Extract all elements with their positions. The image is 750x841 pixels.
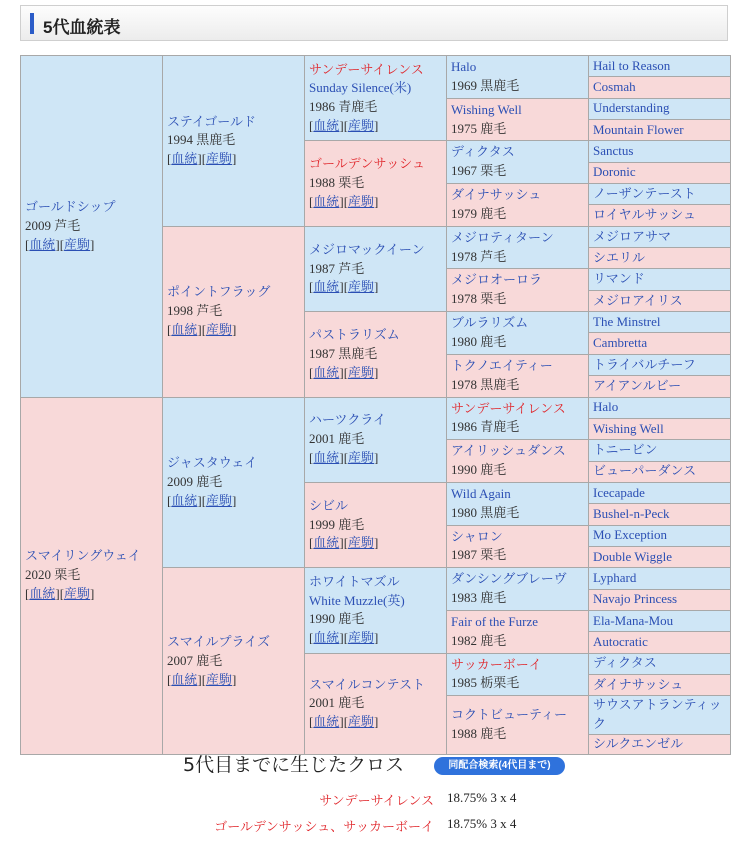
horse-name-link[interactable]: スマイルコンテスト (309, 676, 425, 692)
horse-name-link[interactable]: ディクタス (451, 144, 515, 160)
horse-name-link[interactable]: サッカーボーイ (451, 656, 542, 672)
bloodline-link[interactable]: 血統 (313, 118, 340, 134)
pedigree-cell-g4 (447, 610, 589, 653)
horse-name-link[interactable]: Wishing Well (451, 101, 522, 117)
pedigree-cell-g5 (589, 418, 731, 439)
horse-info: 1987 黒鹿毛 (309, 345, 378, 361)
pedigree-cell-g5 (589, 696, 731, 735)
pedigree-cell-g5 (589, 290, 731, 311)
horse-name-link[interactable]: Mountain Flower (593, 121, 684, 137)
pedigree-cell-g5 (589, 162, 731, 183)
horse-info: 1983 鹿毛 (451, 590, 507, 606)
cross-horse-names[interactable]: サンデーサイレンス (319, 793, 434, 808)
horse-info: 1987 栗毛 (451, 547, 507, 563)
horse-info: 1978 栗毛 (451, 291, 507, 307)
horse-name-link[interactable]: Sanctus (593, 143, 634, 159)
pedigree-cell-g5 (589, 120, 731, 141)
offspring-link[interactable]: 産駒 (348, 535, 375, 551)
horse-info: 1987 芦毛 (309, 260, 365, 276)
horse-name-link[interactable]: メジロアイリス (593, 292, 683, 308)
horse-info: 1982 鹿毛 (451, 632, 507, 648)
bloodline-link[interactable]: 血統 (171, 671, 198, 687)
horse-name-link[interactable]: メジロマックイーン (309, 241, 425, 257)
pedigree-cell-g5 (589, 461, 731, 482)
pedigree-cell-g5 (589, 269, 731, 290)
horse-name-link[interactable]: ブルラリズム (451, 315, 529, 331)
horse-name-link[interactable]: Mo Exception (593, 527, 668, 543)
horse-name-link[interactable]: Cambretta (593, 335, 648, 351)
pedigree-cell-g1 (21, 397, 163, 755)
cross-percentage: 18.75% 3 x 4 (447, 790, 517, 805)
pedigree-cell-g5 (589, 226, 731, 247)
horse-info: 1975 鹿毛 (451, 120, 507, 136)
bloodline-link[interactable]: 血統 (313, 535, 340, 551)
pedigree-cell-g2 (163, 56, 305, 227)
horse-links: [血統][産駒] (309, 535, 379, 551)
page-title: 5代血統表 (43, 18, 121, 37)
offspring-link[interactable]: 産駒 (206, 492, 233, 508)
section-header (20, 5, 728, 41)
pedigree-cell-g3 (305, 312, 447, 397)
pedigree-cell-g3 (305, 141, 447, 226)
horse-links: [血統][産駒] (309, 279, 379, 295)
horse-name-link[interactable]: Cosmah (593, 79, 636, 95)
horse-name-link[interactable]: シルクエンゼル (593, 736, 684, 752)
pedigree-cell-g2 (163, 226, 305, 397)
horse-name-link[interactable]: リマンド (593, 271, 645, 287)
similar-pedigree-search-button[interactable]: 同配合検索(4代目まで) (434, 757, 565, 775)
horse-info: 1980 鹿毛 (451, 333, 507, 349)
pedigree-cell-g5 (589, 735, 731, 755)
horse-name-link[interactable]: サウスアトランティック (593, 697, 722, 732)
horse-name-link[interactable]: パストラリズム (309, 327, 400, 343)
horse-info: 2009 芦毛 (25, 217, 81, 233)
cross-percentage: 18.75% 3 x 4 (447, 816, 517, 831)
horse-name-link[interactable]: Hail to Reason (593, 57, 671, 73)
pedigree-cell-g5 (589, 632, 731, 653)
horse-links: [血統][産駒] (25, 586, 95, 602)
pedigree-cell-g5 (589, 482, 731, 503)
horse-links: [血統][産駒] (309, 364, 379, 380)
horse-name-link[interactable]: ダンシングブレーヴ (451, 571, 567, 587)
horse-name-link[interactable]: Bushel-n-Peck (593, 505, 670, 521)
horse-info: 2007 鹿毛 (167, 652, 223, 668)
horse-name-link[interactable]: Wild Again (451, 485, 511, 501)
horse-name-link[interactable]: サンデーサイレンス (451, 400, 566, 416)
horse-info: 2001 鹿毛 (309, 431, 365, 447)
pedigree-cell-g4 (447, 397, 589, 440)
horse-name-link[interactable]: トライバルチーフ (593, 356, 696, 372)
cross-section-title: 5代目までに生じたクロス (183, 754, 405, 776)
horse-name-link[interactable]: Halo (593, 399, 619, 415)
horse-name-link[interactable]: ポイントフラッグ (167, 284, 271, 300)
horse-info: 1988 栗毛 (309, 175, 365, 191)
pedigree-cell-g4 (447, 312, 589, 355)
cross-horse-names[interactable]: ゴールデンサッシュ、サッカーボーイ (214, 819, 434, 834)
horse-info: 1999 鹿毛 (309, 516, 365, 532)
horse-name-link[interactable]: Double Wiggle (593, 548, 673, 564)
pedigree-row (21, 397, 731, 418)
horse-info: 2001 鹿毛 (309, 695, 365, 711)
pedigree-cell-g2 (163, 568, 305, 755)
pedigree-cell-g4 (447, 141, 589, 184)
horse-info: 1967 栗毛 (451, 163, 507, 179)
horse-name-link[interactable]: メジロティターン (451, 229, 554, 245)
pedigree-cell-g5 (589, 56, 731, 77)
horse-info: 1969 黒鹿毛 (451, 77, 520, 93)
pedigree-cell-g4 (447, 653, 589, 696)
horse-name-link[interactable]: トクノエイティー (451, 357, 553, 373)
horse-info: 1988 鹿毛 (451, 726, 507, 742)
offspring-link[interactable]: 産駒 (64, 586, 91, 602)
horse-name-link[interactable]: アイアンルビー (593, 377, 682, 393)
pedigree-cell-g4 (447, 525, 589, 568)
horse-links: [血統][産駒] (167, 492, 237, 508)
pedigree-cell-g3 (305, 482, 447, 567)
horse-name-link[interactable]: Navajo Princess (593, 591, 678, 607)
horse-name-en-link[interactable]: Sunday Silence(米) (309, 80, 412, 96)
pedigree-cell-g5 (589, 333, 731, 354)
header-accent-bar (30, 13, 34, 34)
pedigree-cell-g5 (589, 312, 731, 333)
horse-name-link[interactable]: トニービン (593, 441, 658, 457)
horse-name-link[interactable]: Wishing Well (593, 420, 664, 436)
pedigree-cell-g5 (589, 589, 731, 610)
horse-name-link[interactable]: Doronic (593, 164, 636, 180)
horse-name-link[interactable]: ディクタス (593, 655, 657, 671)
pedigree-cell-g5 (589, 504, 731, 525)
horse-info: 1980 黒鹿毛 (451, 504, 520, 520)
offspring-link[interactable]: 産駒 (348, 193, 375, 209)
horse-name-link[interactable]: ハーツクライ (309, 412, 386, 428)
bloodline-link[interactable]: 血統 (313, 450, 340, 466)
horse-links: [血統][産駒] (167, 151, 237, 167)
horse-info: 2009 鹿毛 (167, 473, 223, 489)
pedigree-cell-g3 (305, 397, 447, 482)
offspring-link[interactable]: 産駒 (206, 671, 233, 687)
horse-name-link[interactable]: ダイナサッシュ (593, 676, 684, 692)
horse-name-link[interactable]: サンデーサイレンス (309, 61, 424, 77)
pedigree-cell-g2 (163, 397, 305, 568)
horse-name-link[interactable]: Autocratic (593, 634, 648, 650)
pedigree-cell-g5 (589, 141, 731, 162)
bloodline-link[interactable]: 血統 (313, 714, 340, 730)
bloodline-link[interactable]: 血統 (171, 151, 198, 167)
horse-name-link[interactable]: Icecapade (593, 484, 645, 500)
pedigree-cell-g5 (589, 653, 731, 674)
horse-info: 1994 黒鹿毛 (167, 132, 236, 148)
horse-name-link[interactable]: メジロオーロラ (451, 272, 543, 288)
pedigree-cell-g5 (589, 546, 731, 567)
bloodline-link[interactable]: 血統 (313, 193, 340, 209)
offspring-link[interactable]: 産駒 (348, 364, 375, 380)
pedigree-cell-g4 (447, 98, 589, 141)
pedigree-cell-g5 (589, 568, 731, 589)
pedigree-cell-g5 (589, 440, 731, 461)
horse-name-link[interactable]: ジャスタウェイ (167, 455, 258, 471)
offspring-link[interactable]: 産駒 (348, 450, 375, 466)
bloodline-link[interactable]: 血統 (313, 279, 340, 295)
horse-info: 1985 栃栗毛 (451, 675, 520, 691)
horse-name-link[interactable]: スマイリングウェイ (25, 548, 141, 564)
offspring-link[interactable]: 産駒 (206, 322, 233, 338)
pedigree-cell-g5 (589, 248, 731, 269)
offspring-link[interactable]: 産駒 (348, 714, 375, 730)
horse-name-link[interactable]: シエリル (593, 249, 646, 265)
horse-links: [血統][産駒] (167, 671, 237, 687)
pedigree-cell-g5 (589, 397, 731, 418)
cross-row (20, 816, 730, 836)
cross-row (20, 790, 730, 810)
horse-name-link[interactable]: ロイヤルサッシュ (593, 207, 696, 223)
bloodline-link[interactable]: 血統 (313, 630, 340, 646)
horse-name-link[interactable]: ゴールドシップ (25, 198, 116, 214)
horse-name-link[interactable]: コクトビューティー (451, 707, 567, 723)
horse-name-link[interactable]: シャロン (451, 528, 503, 544)
pedigree-cell-g5 (589, 354, 731, 375)
offspring-link[interactable]: 産駒 (348, 279, 375, 295)
bloodline-link[interactable]: 血統 (29, 586, 56, 602)
horse-name-link[interactable]: シビル (309, 497, 349, 513)
horse-name-link[interactable]: アイリッシュダンス (451, 443, 566, 459)
pedigree-cell-g3 (305, 226, 447, 311)
horse-name-link[interactable]: ゴールデンサッシュ (309, 156, 425, 172)
pedigree-cell-g5 (589, 77, 731, 98)
bloodline-link[interactable]: 血統 (171, 492, 198, 508)
pedigree-cell-g4 (447, 568, 589, 611)
horse-info: 1978 黒鹿毛 (451, 376, 520, 392)
offspring-link[interactable]: 産駒 (348, 118, 375, 134)
pedigree-cell-g3 (305, 56, 447, 141)
horse-name-link[interactable]: ダイナサッシュ (451, 187, 542, 203)
pedigree-cell-g1 (21, 56, 163, 398)
pedigree-row (21, 56, 731, 77)
pedigree-cell-g5 (589, 610, 731, 631)
horse-name-link[interactable]: ノーザンテースト (593, 185, 696, 201)
pedigree-cell-g4 (447, 226, 589, 269)
offspring-link[interactable]: 産駒 (348, 630, 375, 646)
pedigree-cell-g4 (447, 354, 589, 397)
offspring-link[interactable]: 産駒 (206, 151, 233, 167)
horse-name-link[interactable]: Ela-Mana-Mou (593, 612, 674, 628)
pedigree-cell-g4 (447, 482, 589, 525)
horse-name-link[interactable]: ビューパーダンス (593, 463, 697, 479)
horse-info: 1990 鹿毛 (309, 611, 365, 627)
bloodline-link[interactable]: 血統 (29, 236, 56, 252)
pedigree-cell-g4 (447, 696, 589, 755)
horse-name-link[interactable]: Lyphard (593, 570, 637, 585)
horse-links: [血統][産駒] (309, 714, 379, 730)
pedigree-cell-g5 (589, 205, 731, 226)
horse-name-link[interactable]: スマイルプライズ (167, 633, 270, 649)
horse-links: [血統][産駒] (25, 236, 95, 252)
pedigree-cell-g5 (589, 525, 731, 546)
pedigree-cell-g5 (589, 98, 731, 119)
horse-name-link[interactable]: Understanding (593, 100, 670, 116)
pedigree-cell-g5 (589, 674, 731, 695)
pedigree-cell-g3 (305, 653, 447, 754)
bloodline-link[interactable]: 血統 (313, 364, 340, 380)
offspring-link[interactable]: 産駒 (64, 236, 91, 252)
pedigree-cell-g4 (447, 440, 589, 483)
horse-name-link[interactable]: メジロアサマ (593, 228, 672, 244)
horse-info: 1998 芦毛 (167, 303, 223, 319)
horse-name-link[interactable]: Halo (451, 59, 477, 74)
horse-links: [血統][産駒] (309, 630, 379, 646)
horse-info: 2020 栗毛 (25, 567, 81, 583)
horse-name-link[interactable]: ホワイトマズル (309, 573, 400, 589)
pedigree-cell-g3 (305, 568, 447, 653)
horse-info: 1986 青鹿毛 (309, 99, 378, 115)
horse-links: [血統][産駒] (309, 450, 379, 466)
horse-name-link[interactable]: Fair of the Furze (451, 613, 539, 629)
horse-name-link[interactable]: The Minstrel (593, 313, 661, 329)
horse-info: 1978 芦毛 (451, 248, 507, 264)
horse-name-link[interactable]: ステイゴールド (167, 113, 257, 129)
horse-info: 1979 鹿毛 (451, 205, 507, 221)
bloodline-link[interactable]: 血統 (171, 322, 198, 338)
horse-info: 1990 鹿毛 (451, 462, 507, 478)
pedigree-table (20, 55, 731, 755)
pedigree-cell-g4 (447, 184, 589, 227)
pedigree-cell-g5 (589, 376, 731, 397)
pedigree-cell-g5 (589, 184, 731, 205)
horse-links: [血統][産駒] (309, 118, 379, 134)
horse-info: 1986 青鹿毛 (451, 419, 520, 435)
pedigree-cell-g4 (447, 269, 589, 312)
horse-links: [血統][産駒] (167, 322, 237, 338)
horse-name-en-link[interactable]: White Muzzle(英) (309, 592, 405, 608)
horse-links: [血統][産駒] (309, 193, 379, 209)
pedigree-cell-g4 (447, 56, 589, 99)
